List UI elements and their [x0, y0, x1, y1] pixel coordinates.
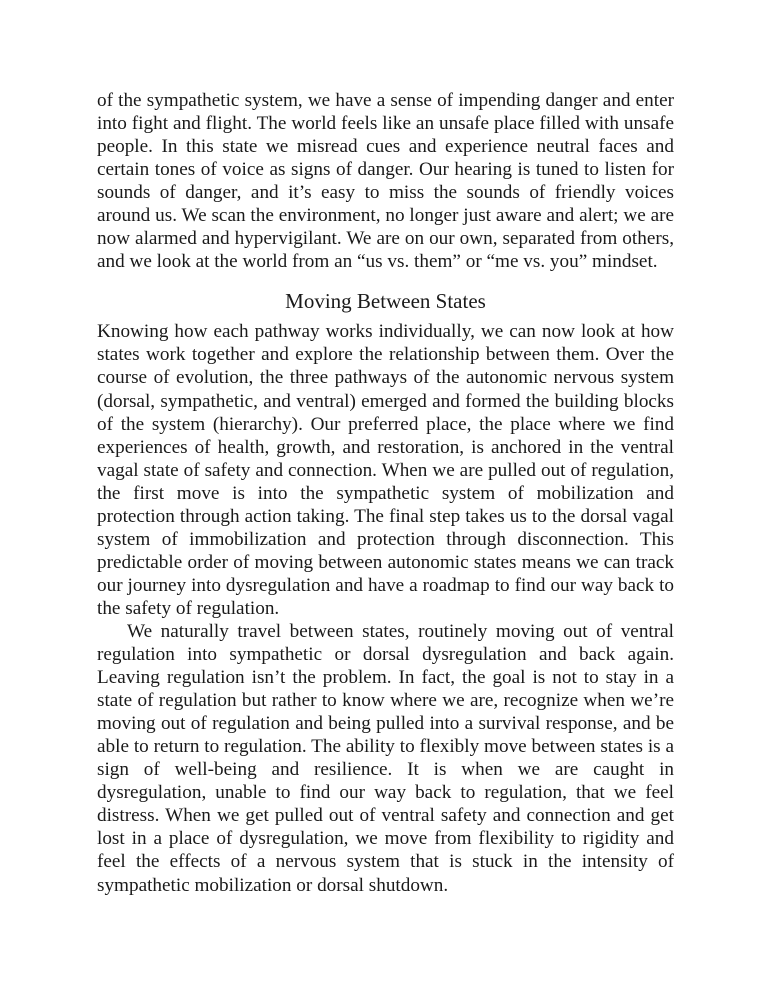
- page-text-block: [97, 89, 674, 897]
- paragraph-continued: of the sympathetic system, we have a sense of impending danger and enter into fight and flight. The world feels like an unsafe place filled with unsafe people. In this state we misread cues and experience neutral faces and certain tones of voice as signs of danger. Our hearing is tuned to listen for sounds of danger, and it’s easy to miss the sounds of friendly voices around us. We scan the environment, no longer just aware and alert; we are now alarmed and hypervigilant. We are on our own, separated from others, and we look at the world from an “us vs. them” or “me vs. you” mindset.: [97, 90, 674, 273]
- paragraph-section-2: We naturally travel between states, routinely moving out of ventral regulation into sympathetic or dorsal dysregulation and back again. Leaving regulation isn’t the problem. In fact, the goal is not to stay in a state of regulation but rather to know where we are, recognize when we’re moving out of regulation and being pulled into a survival response, and be able to return to regulation. The ability to flexibly move between states is a sign of well-being and resilience. It is when we are caught in dysregulation, unable to find our way back to regulation, that we feel distress. When we get pulled out of ventral safety and connection and get lost in a place of dysregulation, we move from flexibility to rigidity and feel the effects of a nervous system that is stuck in the intensity of sympathetic mobilization or dorsal shutdown.: [97, 620, 674, 896]
- section-heading: Moving Between States: [285, 289, 486, 314]
- paragraph-section-1: Knowing how each pathway works individually, we can now look at how states work together and explore the relationship between them. Over the course of evolution, the three pathways of the autonomic nervous system (dorsal, sympathetic, and ventral) emerged and formed the building blocks of the system (hierarchy). Our preferred place, the place where we find experiences of health, growth, and restoration, is anchored in the ventral vagal state of safety and connection. When we are pulled out of regulation, the first move is into the sympathetic system of mobilization and protection through action taking. The final step takes us to the dorsal vagal system of immobilization and protection through disconnection. This predictable order of moving between autonomic states means we can track our journey into dysregulation and have a roadmap to find our way back to the safety of regulation.: [97, 321, 674, 619]
